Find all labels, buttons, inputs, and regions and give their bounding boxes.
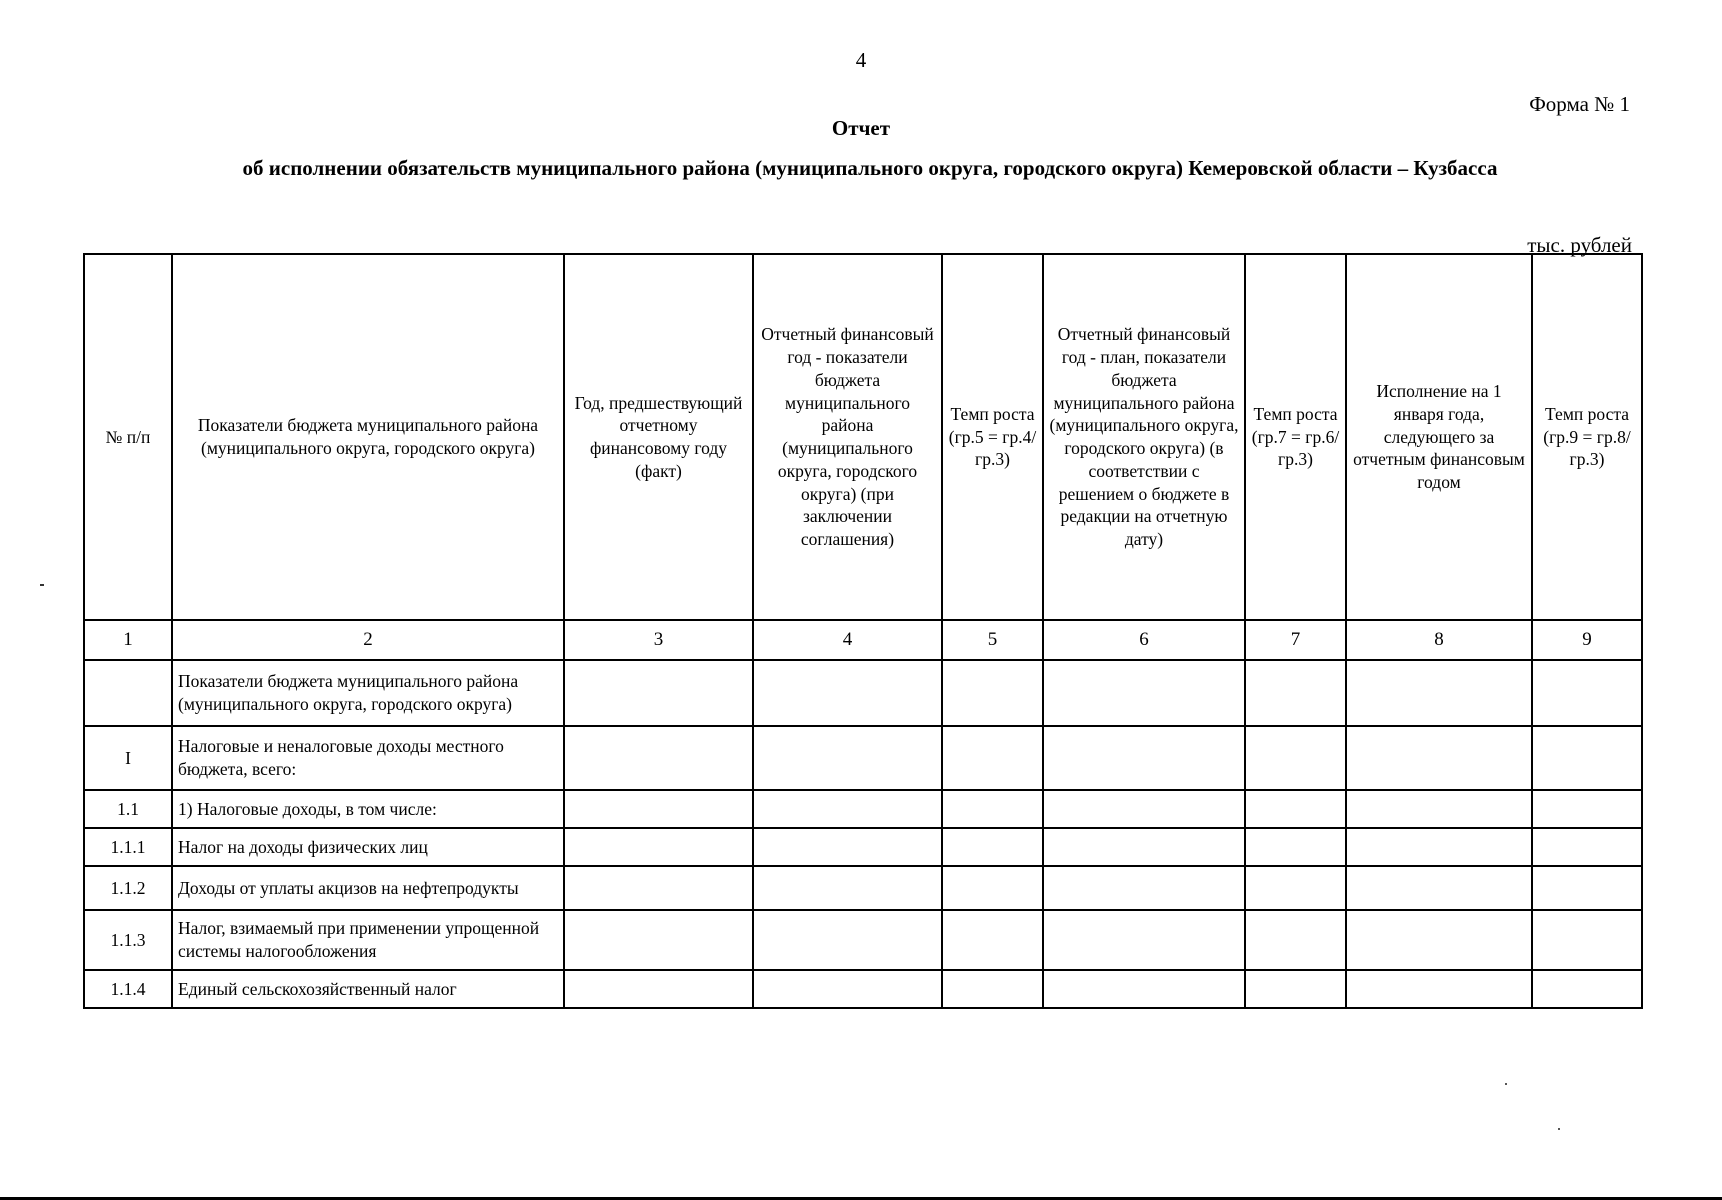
value-cell	[564, 970, 753, 1008]
value-cell	[1346, 660, 1532, 726]
header-cell: Показатели бюджета муниципального района (муниципального округа, городского округа)	[172, 254, 564, 620]
value-cell	[753, 660, 942, 726]
table-row	[84, 970, 1642, 1008]
value-cell	[753, 790, 942, 828]
value-cell	[1532, 660, 1642, 726]
value-cell	[1245, 910, 1346, 970]
report-title: Отчет	[831, 116, 891, 140]
column-number-row	[84, 620, 1642, 660]
row-number: 1.1.4	[84, 970, 172, 1008]
row-number: 1.1.3	[84, 910, 172, 970]
column-number: 1	[84, 620, 172, 660]
column-number: 8	[1346, 620, 1532, 660]
value-cell	[1346, 726, 1532, 790]
value-cell	[753, 970, 942, 1008]
header-cell: Темп роста (гр.7 = гр.6/ гр.3)	[1245, 254, 1346, 620]
column-number: 2	[172, 620, 564, 660]
value-cell	[753, 866, 942, 910]
row-label: Налог, взимаемый при применении упрощенной системы налогообложения	[172, 910, 564, 970]
header-row	[84, 254, 1642, 620]
value-cell	[1043, 910, 1245, 970]
value-cell	[564, 726, 753, 790]
header-cell: № п/п	[84, 254, 172, 620]
value-cell	[564, 790, 753, 828]
value-cell	[1245, 790, 1346, 828]
column-number: 6	[1043, 620, 1245, 660]
table-row	[84, 910, 1642, 970]
value-cell	[942, 726, 1043, 790]
column-number: 4	[753, 620, 942, 660]
row-label: 1) Налоговые доходы, в том числе:	[172, 790, 564, 828]
value-cell	[942, 790, 1043, 828]
value-cell	[1346, 828, 1532, 866]
value-cell	[564, 866, 753, 910]
header-cell: Исполнение на 1 января года, следующего за отчетным финансовым годом	[1346, 254, 1532, 620]
value-cell	[1245, 726, 1346, 790]
value-cell	[942, 970, 1043, 1008]
page-number: 4	[855, 48, 867, 72]
row-label: Налоговые и неналоговые доходы местного бюджета, всего:	[172, 726, 564, 790]
header-cell: Отчетный финансовый год - план, показатели бюджета муниципального района (муниципального округа, городского округа) (в соответствии с решением о бюджете в редакции на отчетную дату)	[1043, 254, 1245, 620]
row-number: 1.1	[84, 790, 172, 828]
value-cell	[1245, 660, 1346, 726]
row-number: 1.1.1	[84, 828, 172, 866]
value-cell	[753, 726, 942, 790]
report-table	[83, 253, 1643, 1009]
scan-speck	[1558, 1128, 1560, 1130]
value-cell	[1532, 726, 1642, 790]
value-cell	[1346, 970, 1532, 1008]
value-cell	[753, 828, 942, 866]
value-cell	[1043, 726, 1245, 790]
header-cell: Отчетный финансовый год - показатели бюджета муниципального района (муниципального округа, городского округа) (при заключении соглашения)	[753, 254, 942, 620]
value-cell	[1346, 866, 1532, 910]
value-cell	[1043, 970, 1245, 1008]
column-number: 7	[1245, 620, 1346, 660]
report-subtitle: об исполнении обязательств муниципального района (муниципального округа, городского округа) Кемеровской области – Кузбасса	[242, 156, 1498, 180]
table-row	[84, 790, 1642, 828]
value-cell	[1532, 828, 1642, 866]
value-cell	[942, 660, 1043, 726]
value-cell	[942, 828, 1043, 866]
value-cell	[1532, 866, 1642, 910]
value-cell	[1245, 970, 1346, 1008]
value-cell	[1346, 910, 1532, 970]
header-cell: Темп роста (гр.5 = гр.4/ гр.3)	[942, 254, 1043, 620]
column-number: 9	[1532, 620, 1642, 660]
scan-speck	[40, 584, 44, 586]
table-row	[84, 726, 1642, 790]
row-label: Единый сельскохозяйственный налог	[172, 970, 564, 1008]
value-cell	[564, 660, 753, 726]
form-label: Форма № 1	[1529, 92, 1630, 116]
table-row	[84, 866, 1642, 910]
table-row	[84, 828, 1642, 866]
table-row	[84, 660, 1642, 726]
row-number	[84, 660, 172, 726]
value-cell	[1043, 828, 1245, 866]
value-cell	[1346, 790, 1532, 828]
units-label: тыс. рублей	[1527, 233, 1632, 257]
row-label: Налог на доходы физических лиц	[172, 828, 564, 866]
value-cell	[1043, 790, 1245, 828]
value-cell	[1532, 910, 1642, 970]
column-number: 5	[942, 620, 1043, 660]
header-cell: Год, предшествующий отчетному финансовому году (факт)	[564, 254, 753, 620]
value-cell	[1532, 970, 1642, 1008]
value-cell	[1532, 790, 1642, 828]
value-cell	[1043, 660, 1245, 726]
row-number: 1.1.2	[84, 866, 172, 910]
value-cell	[942, 910, 1043, 970]
header-cell: Темп роста (гр.9 = гр.8/ гр.3)	[1532, 254, 1642, 620]
scan-speck	[1505, 1083, 1507, 1085]
value-cell	[1245, 828, 1346, 866]
value-cell	[753, 910, 942, 970]
column-number: 3	[564, 620, 753, 660]
value-cell	[1245, 866, 1346, 910]
value-cell	[564, 910, 753, 970]
row-label: Доходы от уплаты акцизов на нефтепродукты	[172, 866, 564, 910]
value-cell	[942, 866, 1043, 910]
row-label: Показатели бюджета муниципального района (муниципального округа, городского округа)	[172, 660, 564, 726]
value-cell	[564, 828, 753, 866]
value-cell	[1043, 866, 1245, 910]
row-number: I	[84, 726, 172, 790]
